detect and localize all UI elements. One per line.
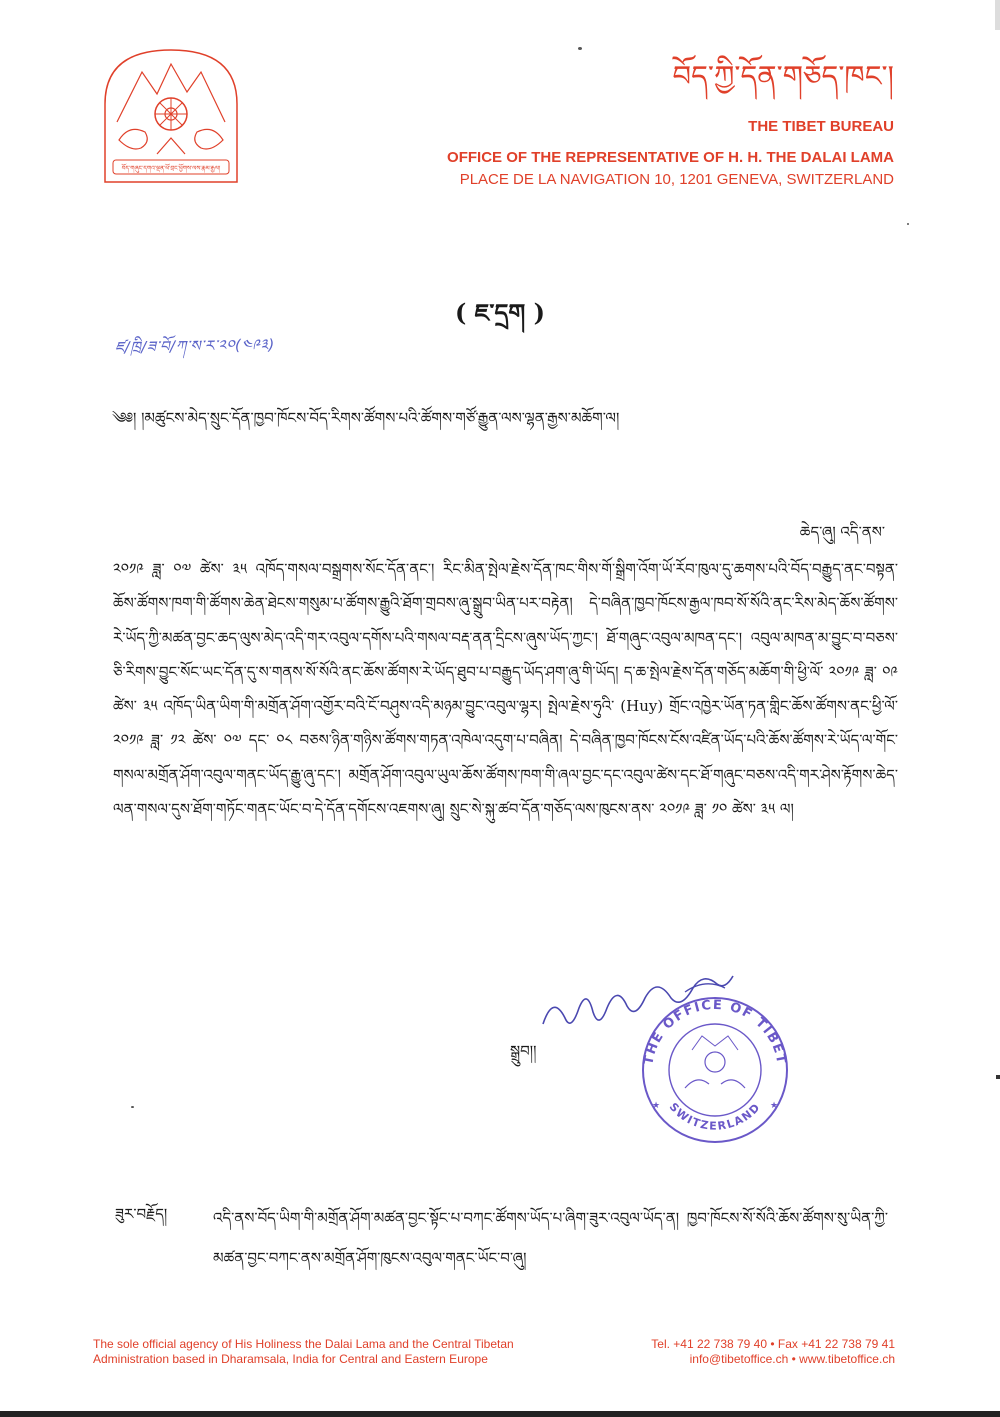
stamp-text-bottom: SWITZERLAND [666,1100,764,1133]
footer-phone-fax: Tel. +41 22 738 79 40 • Fax +41 22 738 79 41 [651,1337,895,1351]
scan-edge-mark [995,0,1000,30]
scan-bottom-edge [0,1411,1000,1417]
scan-speck [907,223,909,225]
reference-number: ཛ/ཁྲི/ཟ་བོ/ཀ་ས་ར་༢༠(༤༩༣) [114,335,275,357]
letter-body: ༢༠༡༩ ཟླ་ ༠༧ ཚེས་ ༣༥ འཁོད་གསལ་བསྒྲགས་སོང་དོན་ནང་། རིང་མིན་སྤེལ་རྗེས་དོན་ཁང་གིས་གོ་སྒྲིག་འོག་ཡོ་རོབ་ཁུལ་དུ་ཆགས་པའི་བོད་བརྒྱུད་ནང་བསྟན་ཆོས་ཚོགས་ཁག་གི་ཚོགས་ཆེན་ཐེངས་གསུམ་པ་ཚོགས་རྒྱུའི་ཐོག་གྲབས་ཞུ་སྒྲུབ་ཡིན་པར་བརྟེན། དེ་བཞིན་ཁྱབ་ཁོངས་རྒྱལ་ཁབ་སོ་སོའི་ནང་རིས་མེད་ཆོས་ཚོགས་རེ་ཡོད་ཀྱི་མཚན་བྱང་ཆད་ལུས་མེད་འདི་གར་འབུལ་དགོས་པའི་གསལ་བརྡ་ནན་དྲིངས་ཞུས་ཡོད་ཀྱང་། ཐོ་གཞུང་འབུལ་མཁན་དང་། འབུལ་མཁན་མ་བྱུང་བ་བཅས་ཅི་རིགས་བྱུང་སོང་ཡང་དོན་དུ་ས་གནས་སོ་སོའི་ནང་ཆོས་ཚོགས་རེ་ཡོད་ཐུབ་པ་བརྒྱུད་ཡོད་ཤག་ཞུ་གི་ཡོད། ད་ཆ་སྤེལ་རྗེས་དོན་གཅོད་མཆོག་གི་ཕྱི་ལོ་ ༢༠༡༩ ཟླ་ ༠༩ ཚེས་ ༣༥ འཁོད་ཡིན་ཡིག་གི་མགྲོན་ཤོག་འགྱོར་བའི་ངོ་བཤུས་འདི་མཉམ་བྱུང་འབུལ་ལྷར། སྤེལ་རྗེས་ཧུའི་ (Huy) གྲོང་འཁྱེར་ཡོན་ཏན་གླིང་ཆོས་ཚོགས་ནང་ཕྱི་ལོ་ ༢༠༡༩ ཟླ་ ༡༢ ཚེས་ ༠༧ དང་ ༠༨ བཅས་ཉིན་གཉིས་ཚོགས་གཏན་འཁེལ་འདུག་པ་བཞིན། དེ་བཞིན་ཁྱབ་ཁོངས་ངོས་འཛིན་ཡོད་པའི་ཆོས་ཚོགས་རེ་ཡོད་ལ་གོང་གསལ་མགྲོན་ཤོག་འབུལ་གནང་ཡོད་རྒྱུ་ཞུ་དང་། མགྲོན་ཤོག་འབུལ་ཡུལ་ཆོས་ཚོགས་ཁག་གི་ཞལ་བྱང་དང་འབུལ་ཚེས་དང་ཐོ་གཞུང་བཅས་འདི་གར་ཤེས་རྟོགས་ཆེད་ལན་གསལ་དུས་ཐོག་གཏོང་གནང་ཡོང་བ་དེ་དོན་དགོངས་འཇགས་ཞུ། སྲུང་སེ་སྐུ་ཚབ་དོན་གཅོད་ལས་ཁུངས་ནས་ ༢༠༡༩ ཟླ་ ༡༠ ཚེས་ ༣༥ ལ། [113,560,898,819]
office-line: OFFICE OF THE REPRESENTATIVE OF H. H. THE DALAI LAMA [447,149,894,166]
scan-speck [131,1106,134,1108]
signature-label: སྒྲུབ།། [510,1042,537,1060]
footer-email-web: info@tibetoffice.ch • www.tibetoffice.ch [689,1352,895,1366]
svg-text:★: ★ [770,1101,779,1111]
address-line: PLACE DE LA NAVIGATION 10, 1201 GENEVA, SWITZERLAND [459,171,894,188]
stamp-text-top: THE OFFICE OF TIBET [641,997,789,1067]
footer-left-line-1: The sole official agency of His Holiness the Dalai Lama and the Central Tibetan [93,1337,514,1351]
footer-agency-info [93,1337,514,1367]
stamp-emblem-icon [705,1052,725,1072]
tibet-emblem-logo [97,42,245,190]
logo-caption: བོད་གཞུང་དགའ་ལྡན་ཕོ་བྲང་ཕྱོགས་ལས་རྣམ་རྒྱལ། [121,165,221,172]
addressee-line: ༄༅། །མཚུངས་མེད་སྲུང་དོན་ཁྱབ་ཁོངས་བོད་རིགས་ཚོགས་པའི་ཚོགས་གཙོ་རྒྱུན་ལས་ལྷན་རྒྱས་མཆོག་ལ། [112,409,620,427]
snow-lion-left-icon [119,129,147,149]
postscript-label: ཟུར་བརྗོད། [115,1205,168,1223]
office-stamp [630,990,800,1145]
org-name: THE TIBET BUREAU [748,118,894,135]
footer-contact [651,1337,895,1367]
salutation: ཆེད་ཞུ། འདི་ནས་ [799,523,885,541]
org-name-tibetan: བོད་ཀྱི་དོན་གཅོད་ཁང་། [672,59,894,93]
svg-text:★: ★ [652,1101,661,1111]
snow-lion-right-icon [195,129,223,149]
scan-edge-mark [996,1075,1000,1079]
scan-speck [578,47,582,50]
footer-left-line-2: Administration based in Dharamsala, India for Central and Eastern Europe [93,1352,488,1366]
postscript-text: འདི་ནས་བོད་ཡིག་གི་མགྲོན་ཤོག་མཚན་བྱང་སྟོང་པ་བཀང་ཚོགས་ཡོད་པ་ཞིག་ཟུར་འབུལ་ཡོད་ན། ཁྱབ་ཁོངས་སོ་སོའི་ཆོས་ཚོགས་སུ་ཡིན་ཀྱི་མཚན་བྱང་བཀང་ནས་མགྲོན་ཤོག་ཁུངས་འབུལ་གནང་ཡོང་བ་ཞུ། [213,1209,888,1267]
letter-title: ( ཇ་དྲག ) [455,298,545,327]
